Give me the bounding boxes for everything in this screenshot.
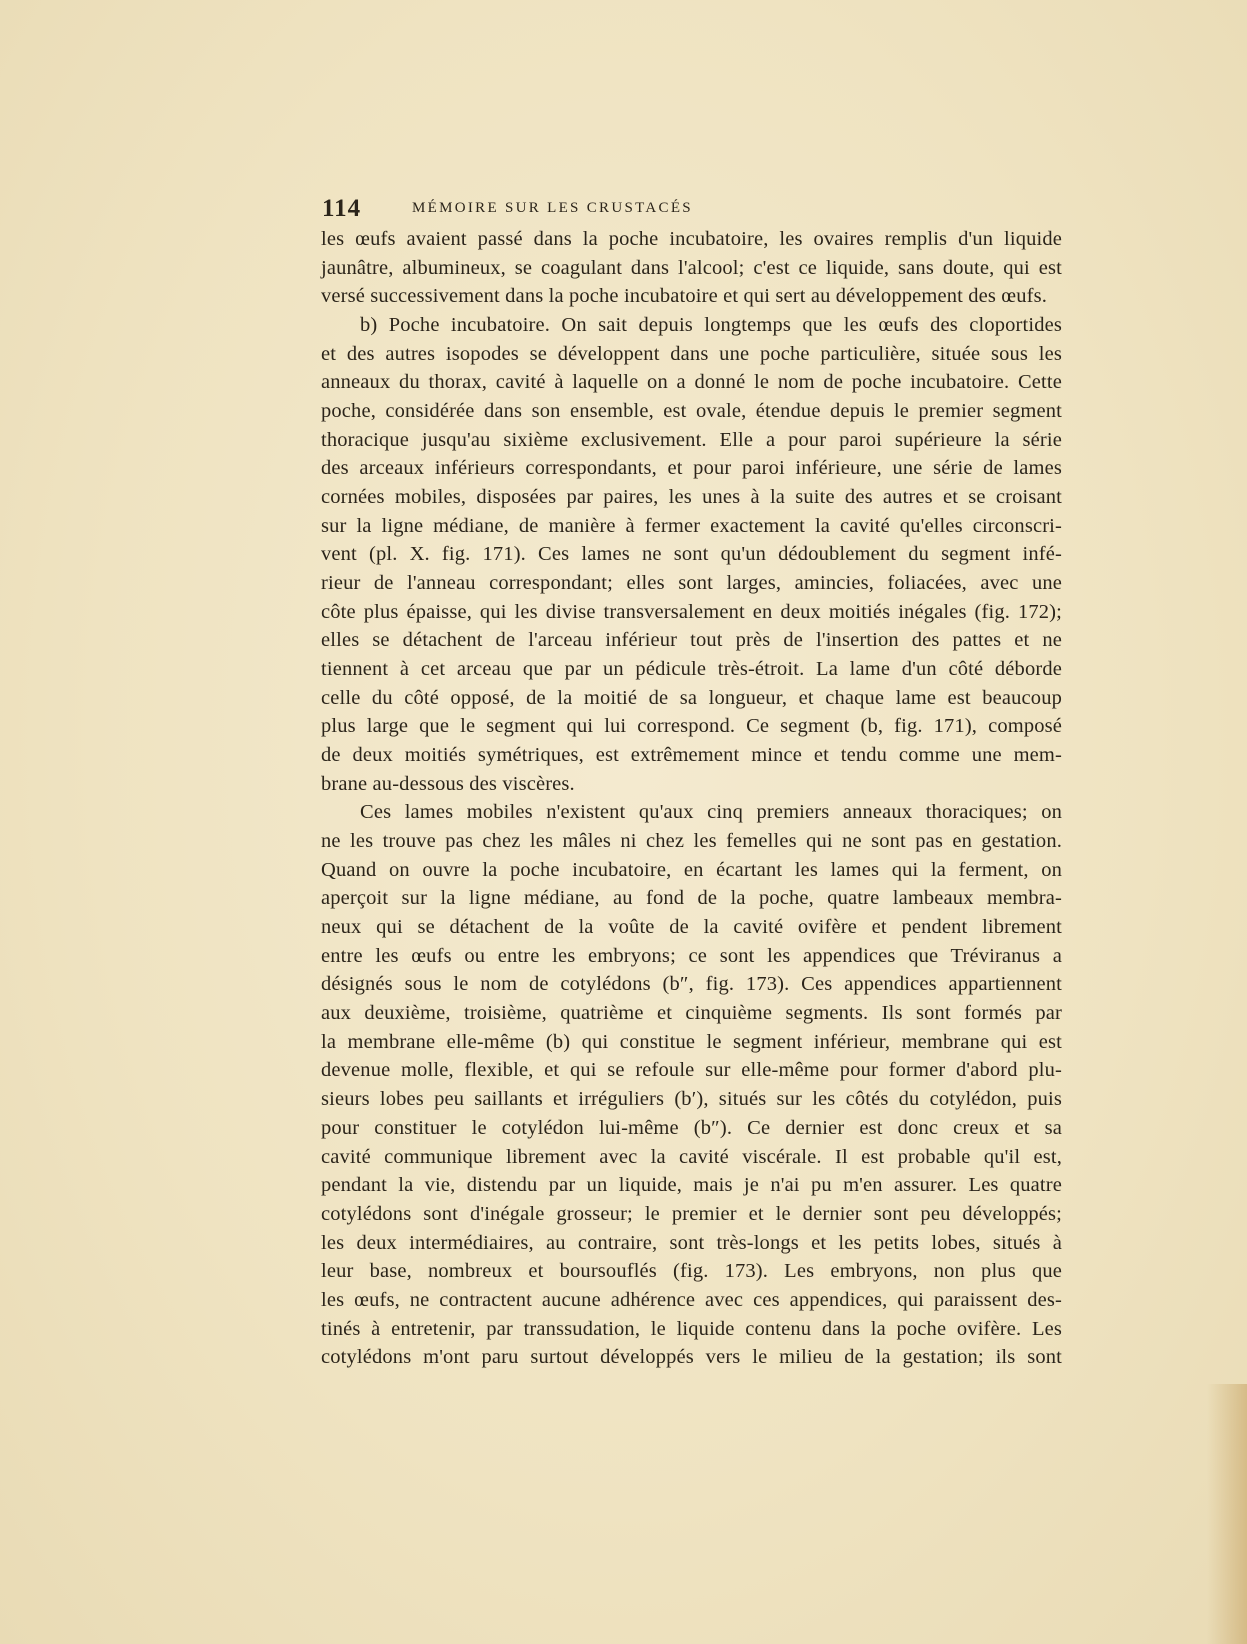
text-line: pendant la vie, distendu par un liquide, mais je n'ai pu m'en assurer. Les quatre xyxy=(321,1174,1062,1197)
page-number: 114 xyxy=(322,195,362,222)
running-title: MÉMOIRE SUR LES CRUSTACÉS xyxy=(412,200,693,216)
text-line: de deux moitiés symétriques, est extrêmement mince et tendu comme une mem- xyxy=(321,744,1062,767)
text-line: côte plus épaisse, qui les divise transversalement en deux moitiés inégales (fig. 172); xyxy=(321,600,1062,623)
text-line: elles se détachent de l'arceau inférieur tout près de l'insertion des pattes et ne xyxy=(321,629,1062,652)
text-line: aperçoit sur la ligne médiane, au fond de la poche, quatre lambeaux membra- xyxy=(321,887,1062,910)
text-line: thoracique jusqu'au sixième exclusivement. Elle a pour paroi supérieure la série xyxy=(321,428,1062,451)
text-line: vent (pl. X. fig. 171). Ces lames ne sont qu'un dédoublement du segment infé- xyxy=(321,543,1062,566)
text-line: plus large que le segment qui lui correspond. Ce segment (b, fig. 171), composé xyxy=(321,715,1062,738)
body-text xyxy=(321,225,1062,1372)
running-header xyxy=(322,195,1062,223)
text-line: entre les œufs ou entre les embryons; ce sont les appendices que Tréviranus a xyxy=(321,944,1062,967)
text-line: neux qui se détachent de la voûte de la cavité ovifère et pendent librement xyxy=(321,916,1062,939)
text-line: les œufs, ne contractent aucune adhérence avec ces appendices, qui paraissent des- xyxy=(321,1288,1062,1311)
text-line: tiennent à cet arceau que par un pédicule très-étroit. La lame d'un côté déborde xyxy=(321,658,1062,681)
text-line: brane au-dessous des viscères. xyxy=(321,772,575,795)
text-line: cavité communique librement avec la cavité viscérale. Il est probable qu'il est, xyxy=(321,1145,1062,1168)
text-line: jaunâtre, albumineux, se coagulant dans l'alcool; c'est ce liquide, sans doute, qui est xyxy=(321,256,1062,279)
text-line: rieur de l'anneau correspondant; elles sont larges, amincies, foliacées, avec une xyxy=(321,572,1062,595)
text-line: les deux intermédiaires, au contraire, sont très-longs et les petits lobes, situés à xyxy=(321,1231,1062,1254)
text-line: celle du côté opposé, de la moitié de sa longueur, et chaque lame est beaucoup xyxy=(321,686,1062,709)
text-line: tinés à entretenir, par transsudation, le liquide contenu dans la poche ovifère. Les xyxy=(321,1317,1062,1340)
text-line: des arceaux inférieurs correspondants, et pour paroi inférieure, une série de lames xyxy=(321,457,1062,480)
text-line: Quand on ouvre la poche incubatoire, en écartant les lames qui la ferment, on xyxy=(321,858,1062,881)
text-line: versé successivement dans la poche incubatoire et qui sert au développement des œufs. xyxy=(321,285,1048,308)
text-line: devenue molle, flexible, et qui se refoule sur elle-même pour former d'abord plu- xyxy=(321,1059,1062,1082)
text-line: anneaux du thorax, cavité à laquelle on a donné le nom de poche incubatoire. Cette xyxy=(321,371,1062,394)
text-line: b) Poche incubatoire. On sait depuis longtemps que les œufs des cloportides xyxy=(360,314,1062,337)
text-line: ne les trouve pas chez les mâles ni chez les femelles qui ne sont pas en gestation. xyxy=(321,830,1062,853)
text-line: la membrane elle-même (b) qui constitue le segment inférieur, membrane qui est xyxy=(321,1030,1062,1053)
text-line: Ces lames mobiles n'existent qu'aux cinq premiers anneaux thoraciques; on xyxy=(360,801,1062,824)
text-line: poche, considérée dans son ensemble, est ovale, étendue depuis le premier segment xyxy=(321,400,1062,423)
text-line: cotylédons sont d'inégale grosseur; le premier et le dernier sont peu développés; xyxy=(321,1202,1062,1225)
text-line: et des autres isopodes se développent dans une poche particulière, située sous les xyxy=(321,342,1062,365)
text-line: cotylédons m'ont paru surtout développés vers le milieu de la gestation; ils sont xyxy=(321,1346,1062,1369)
page-edge-stain xyxy=(1207,1384,1247,1644)
text-line: sieurs lobes peu saillants et irréguliers (b′), situés sur les côtés du cotylédon, puis xyxy=(321,1088,1062,1111)
text-line: pour constituer le cotylédon lui-même (b″). Ce dernier est donc creux et sa xyxy=(321,1116,1062,1139)
text-line: cornées mobiles, disposées par paires, les unes à la suite des autres et se croisant xyxy=(321,486,1062,509)
text-line: leur base, nombreux et boursouflés (fig. 173). Les embryons, non plus que xyxy=(321,1260,1062,1283)
text-line: les œufs avaient passé dans la poche incubatoire, les ovaires remplis d'un liquide xyxy=(321,228,1062,250)
text-line: désignés sous le nom de cotylédons (b″, fig. 173). Ces appendices appartiennent xyxy=(321,973,1062,996)
text-line: sur la ligne médiane, de manière à fermer exactement la cavité qu'elles circonscri- xyxy=(321,514,1062,537)
text-line: aux deuxième, troisième, quatrième et cinquième segments. Ils sont formés par xyxy=(321,1002,1062,1025)
